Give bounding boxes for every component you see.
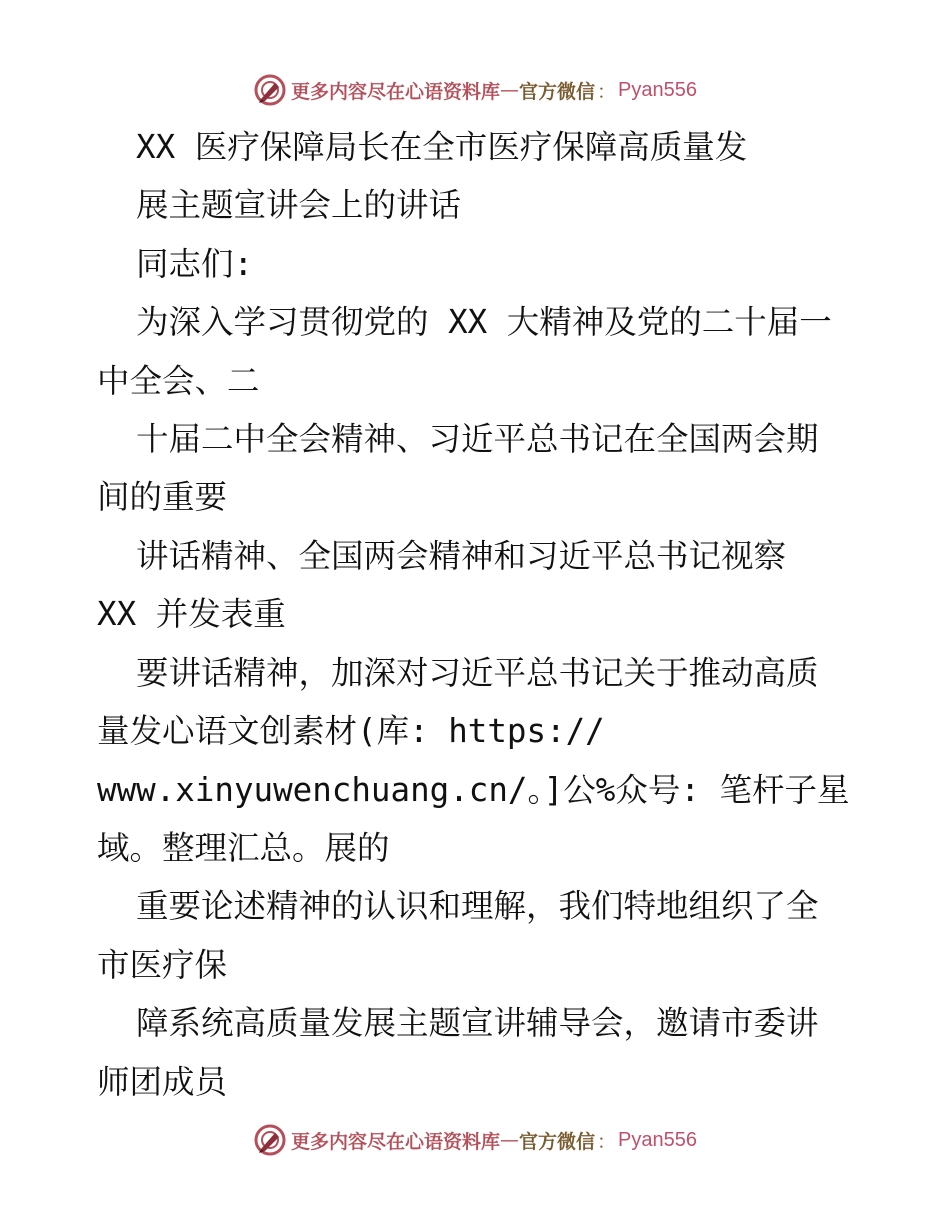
banner-wechat-id: Pyan556 xyxy=(618,78,697,101)
title-line-2: 展主题宣讲会上的讲话 xyxy=(136,186,462,224)
text-line: XX 并发表重 xyxy=(97,595,286,633)
text-line: 市医疗保 xyxy=(97,946,228,984)
text-line: www.xinyuwenchuang.cn/。]公%众号: 笔杆子星 xyxy=(97,771,850,809)
text-line: 要讲话精神，加深对习近平总书记关于推动高质 xyxy=(136,654,819,692)
text-line: 障系统高质量发展主题宣讲辅导会，邀请市委讲 xyxy=(136,1004,819,1042)
text-line: 为深入学习贯彻党的 XX 大精神及党的二十届一 xyxy=(136,303,832,341)
text-line: 中全会、二 xyxy=(97,362,260,400)
banner-separator: ： xyxy=(597,80,617,103)
text-line: 十届二中全会精神、习近平总书记在全国两会期 xyxy=(136,420,819,458)
banner-label: 官方微信 xyxy=(519,1130,596,1153)
banner-dash: — xyxy=(500,79,519,101)
banner-wechat-id: Pyan556 xyxy=(618,1128,697,1151)
text-line: 讲话精神、全国两会精神和习近平总书记视察 xyxy=(136,537,787,575)
text-line: 量发心语文创素材(库: https:// xyxy=(97,712,605,750)
text-line: 重要论述精神的认识和理解，我们特地组织了全 xyxy=(136,887,819,925)
banner-text: 更多内容尽在心语资料库 xyxy=(290,1130,500,1153)
banner-label: 官方微信 xyxy=(519,80,596,103)
title-line-1: XX 医疗保障局长在全市医疗保障高质量发 xyxy=(136,128,748,166)
watermark-banner-bottom xyxy=(0,1120,950,1160)
pen-logo-icon xyxy=(253,1123,287,1157)
salutation: 同志们: xyxy=(136,245,254,283)
text-line: 间的重要 xyxy=(97,478,228,516)
text-line: 域。整理汇总。展的 xyxy=(97,829,390,867)
banner-dash: — xyxy=(500,1129,519,1151)
banner-separator: ： xyxy=(597,1130,617,1153)
text-line: 师团成员 xyxy=(97,1063,228,1101)
banner-text: 更多内容尽在心语资料库 xyxy=(290,80,500,103)
